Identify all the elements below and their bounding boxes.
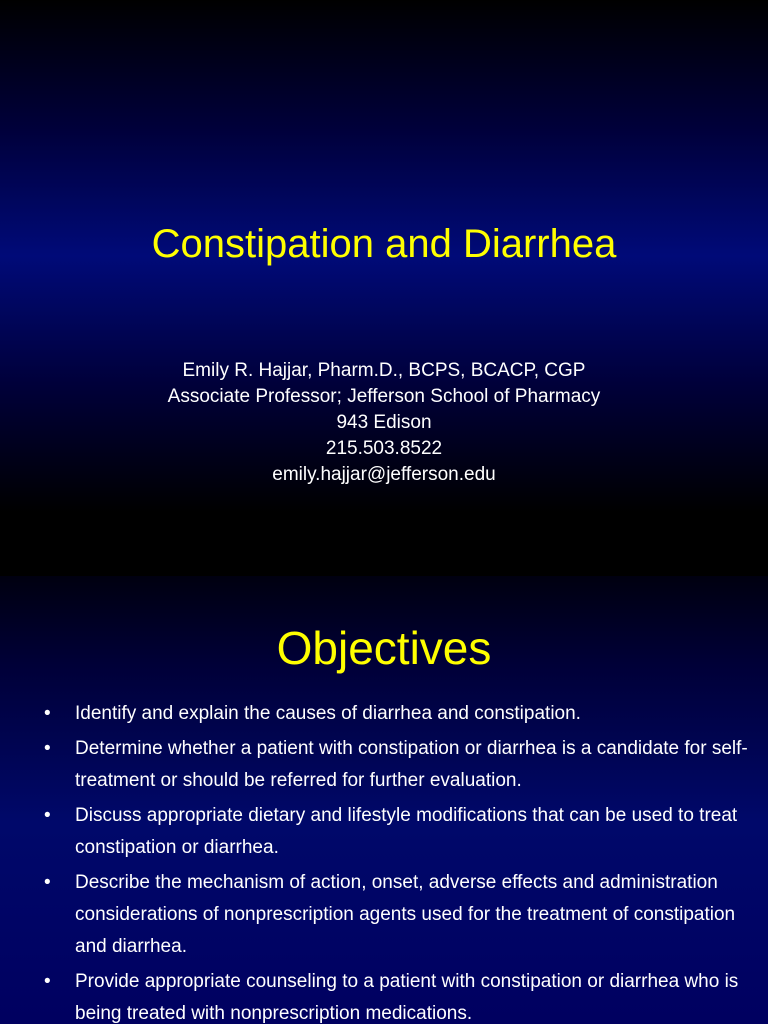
objective-text: Identify and explain the causes of diarrhea and constipation. [75, 703, 581, 724]
bullet-icon: • [44, 738, 51, 759]
author-email: emily.hajjar@jefferson.edu [272, 464, 496, 485]
objective-item [40, 867, 760, 963]
objectives-slide [0, 576, 768, 1024]
bullet-icon: • [44, 872, 51, 893]
objective-item [40, 698, 760, 730]
objective-text: Describe the mechanism of action, onset, adverse effects and administration considerations of nonprescription agents used for the treatment of constipation and diarrhea. [75, 872, 736, 957]
bullet-icon: • [44, 703, 51, 724]
objective-item [40, 966, 760, 1024]
bullet-icon: • [44, 971, 51, 992]
author-phone: 215.503.8522 [325, 438, 443, 459]
author-name: Emily R. Hajjar, Pharm.D., BCPS, BCACP, CGP [182, 360, 586, 381]
objectives-list [40, 698, 760, 1024]
objective-item [40, 733, 760, 797]
objective-text: Discuss appropriate dietary and lifestyle modifications that can be used to treat constipation or diarrhea. [75, 805, 738, 858]
objective-item [40, 800, 760, 864]
author-position: Associate Professor; Jefferson School of Pharmacy [167, 386, 601, 407]
slide-title: Constipation and Diarrhea [151, 222, 617, 266]
author-office: 943 Edison [336, 412, 432, 433]
objective-text: Determine whether a patient with constipation or diarrhea is a candidate for self-treatment or should be referred for further evaluation. [75, 738, 748, 791]
bullet-icon: • [44, 805, 51, 826]
objective-text: Provide appropriate counseling to a patient with constipation or diarrhea who is being treated with nonprescription medications. [75, 971, 739, 1024]
author-info [0, 358, 768, 488]
objectives-title: Objectives [276, 622, 492, 674]
